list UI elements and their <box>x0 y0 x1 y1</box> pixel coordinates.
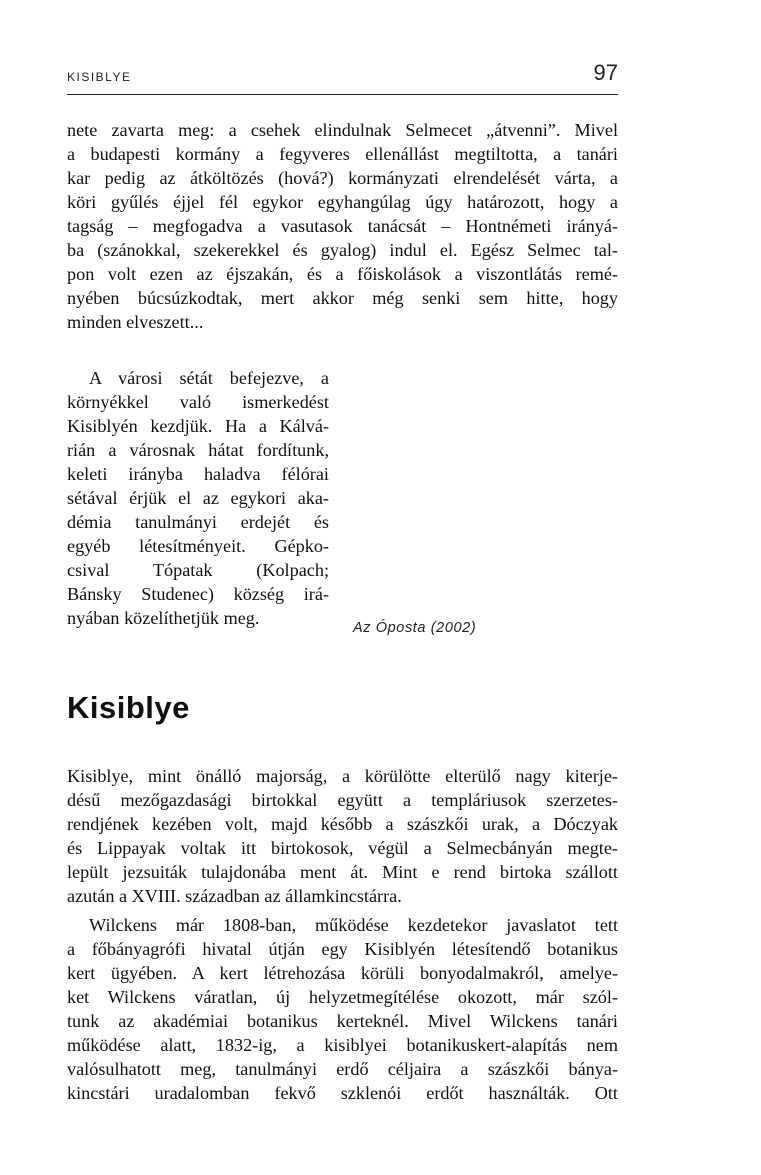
text-line: rián a városnak hátat fordítunk, <box>67 440 329 460</box>
text-line: Bánsky Studenec) község irá- <box>67 584 329 604</box>
text-line: désű mezőgazdasági birtokkal együtt a templáriusok szerzetes- <box>67 790 618 810</box>
text-line: azután a XVIII. században az államkincstárra. <box>67 886 402 906</box>
text-line: Wilckens már 1808-ban, működése kezdetekor javaslatot tett <box>89 915 618 935</box>
text-line: nyében búcsúzkodtak, mert akkor még senki sem hitte, hogy <box>67 288 618 308</box>
intro-paragraph <box>67 118 618 334</box>
figure-caption: Az Óposta (2002) <box>353 620 477 636</box>
text-line: nete zavarta meg: a csehek elindulnak Selmecet „átvenni”. Mivel <box>67 120 618 140</box>
page-header <box>67 60 618 94</box>
header-rule <box>67 94 618 95</box>
text-line: pon volt ezen az éjszakán, és a főiskolások a viszontlátás remé- <box>67 264 618 284</box>
text-line: egyéb létesítményeit. Gépko- <box>67 536 329 556</box>
text-line: kincstári uradalomban fekvő szklenói erdőt használták. Ott <box>67 1083 618 1103</box>
section-paragraph <box>67 764 618 908</box>
text-line: kar pedig az átköltözés (hová?) kormányzati elrendelését várta, a <box>67 168 618 188</box>
text-line: kert ügyében. A kert létrehozása körüli bonyodalmakról, amelye- <box>67 963 618 983</box>
text-line: rendjének kezében volt, majd később a szászkői urak, a Dóczyak <box>67 814 618 834</box>
section-paragraph <box>67 913 618 1105</box>
text-line: tunk az akadémiai botanikus kerteknél. Mivel Wilckens tanári <box>67 1011 618 1031</box>
text-line: A városi sétát befejezve, a <box>89 368 329 388</box>
text-line: és Lippayak voltak itt birtokosok, végül a Selmecbányán megte- <box>67 838 618 858</box>
text-line: ba (szánokkal, szekerekkel és gyalog) indul el. Egész Selmec tal- <box>67 240 618 260</box>
text-line: nyában közelíthetjük meg. <box>67 608 260 628</box>
text-line: keleti irányba haladva félórai <box>67 464 329 484</box>
text-line: a főbányagrófi hivatal útján egy Kisiblyén létesítendő botanikus <box>67 939 618 959</box>
text-line: démia tanulmányi erdejét és <box>67 512 329 532</box>
running-head: KISIBLYE <box>67 70 132 84</box>
text-line: tagság – megfogadva a vasutasok tanácsát – Hontnémeti irányá- <box>67 216 618 236</box>
text-line: ket Wilckens váratlan, új helyzetmegítélése okozott, már szól- <box>67 987 618 1007</box>
text-line: működése alatt, 1832-ig, a kisiblyei botanikuskert-alapítás nem <box>67 1035 618 1055</box>
text-line: sétával érjük el az egykori aka- <box>67 488 329 508</box>
section-title: Kisiblye <box>67 690 190 725</box>
text-line: a budapesti kormány a fegyveres ellenállást megtiltotta, a tanári <box>67 144 618 164</box>
text-line: környékkel való ismerkedést <box>67 392 329 412</box>
text-line: Kisiblyén kezdjük. Ha a Kálvá- <box>67 416 329 436</box>
page-number: 97 <box>593 60 618 85</box>
text-line: lepült jezsuiták tulajdonába ment át. Mint e rend birtoka szállott <box>67 862 618 882</box>
text-line: csival Tópatak (Kolpach; <box>67 560 329 580</box>
text-line: minden elveszett... <box>67 312 204 332</box>
text-line: valósulhatott meg, tanulmányi erdő céljaira a szászkői bánya- <box>67 1059 618 1079</box>
side-paragraph <box>67 366 329 630</box>
text-line: Kisiblye, mint önálló majorság, a körülötte elterülő nagy kiterje- <box>67 766 618 786</box>
text-line: köri gyűlés éjjel fél egykor egyhangúlag úgy határozott, hogy a <box>67 192 618 212</box>
